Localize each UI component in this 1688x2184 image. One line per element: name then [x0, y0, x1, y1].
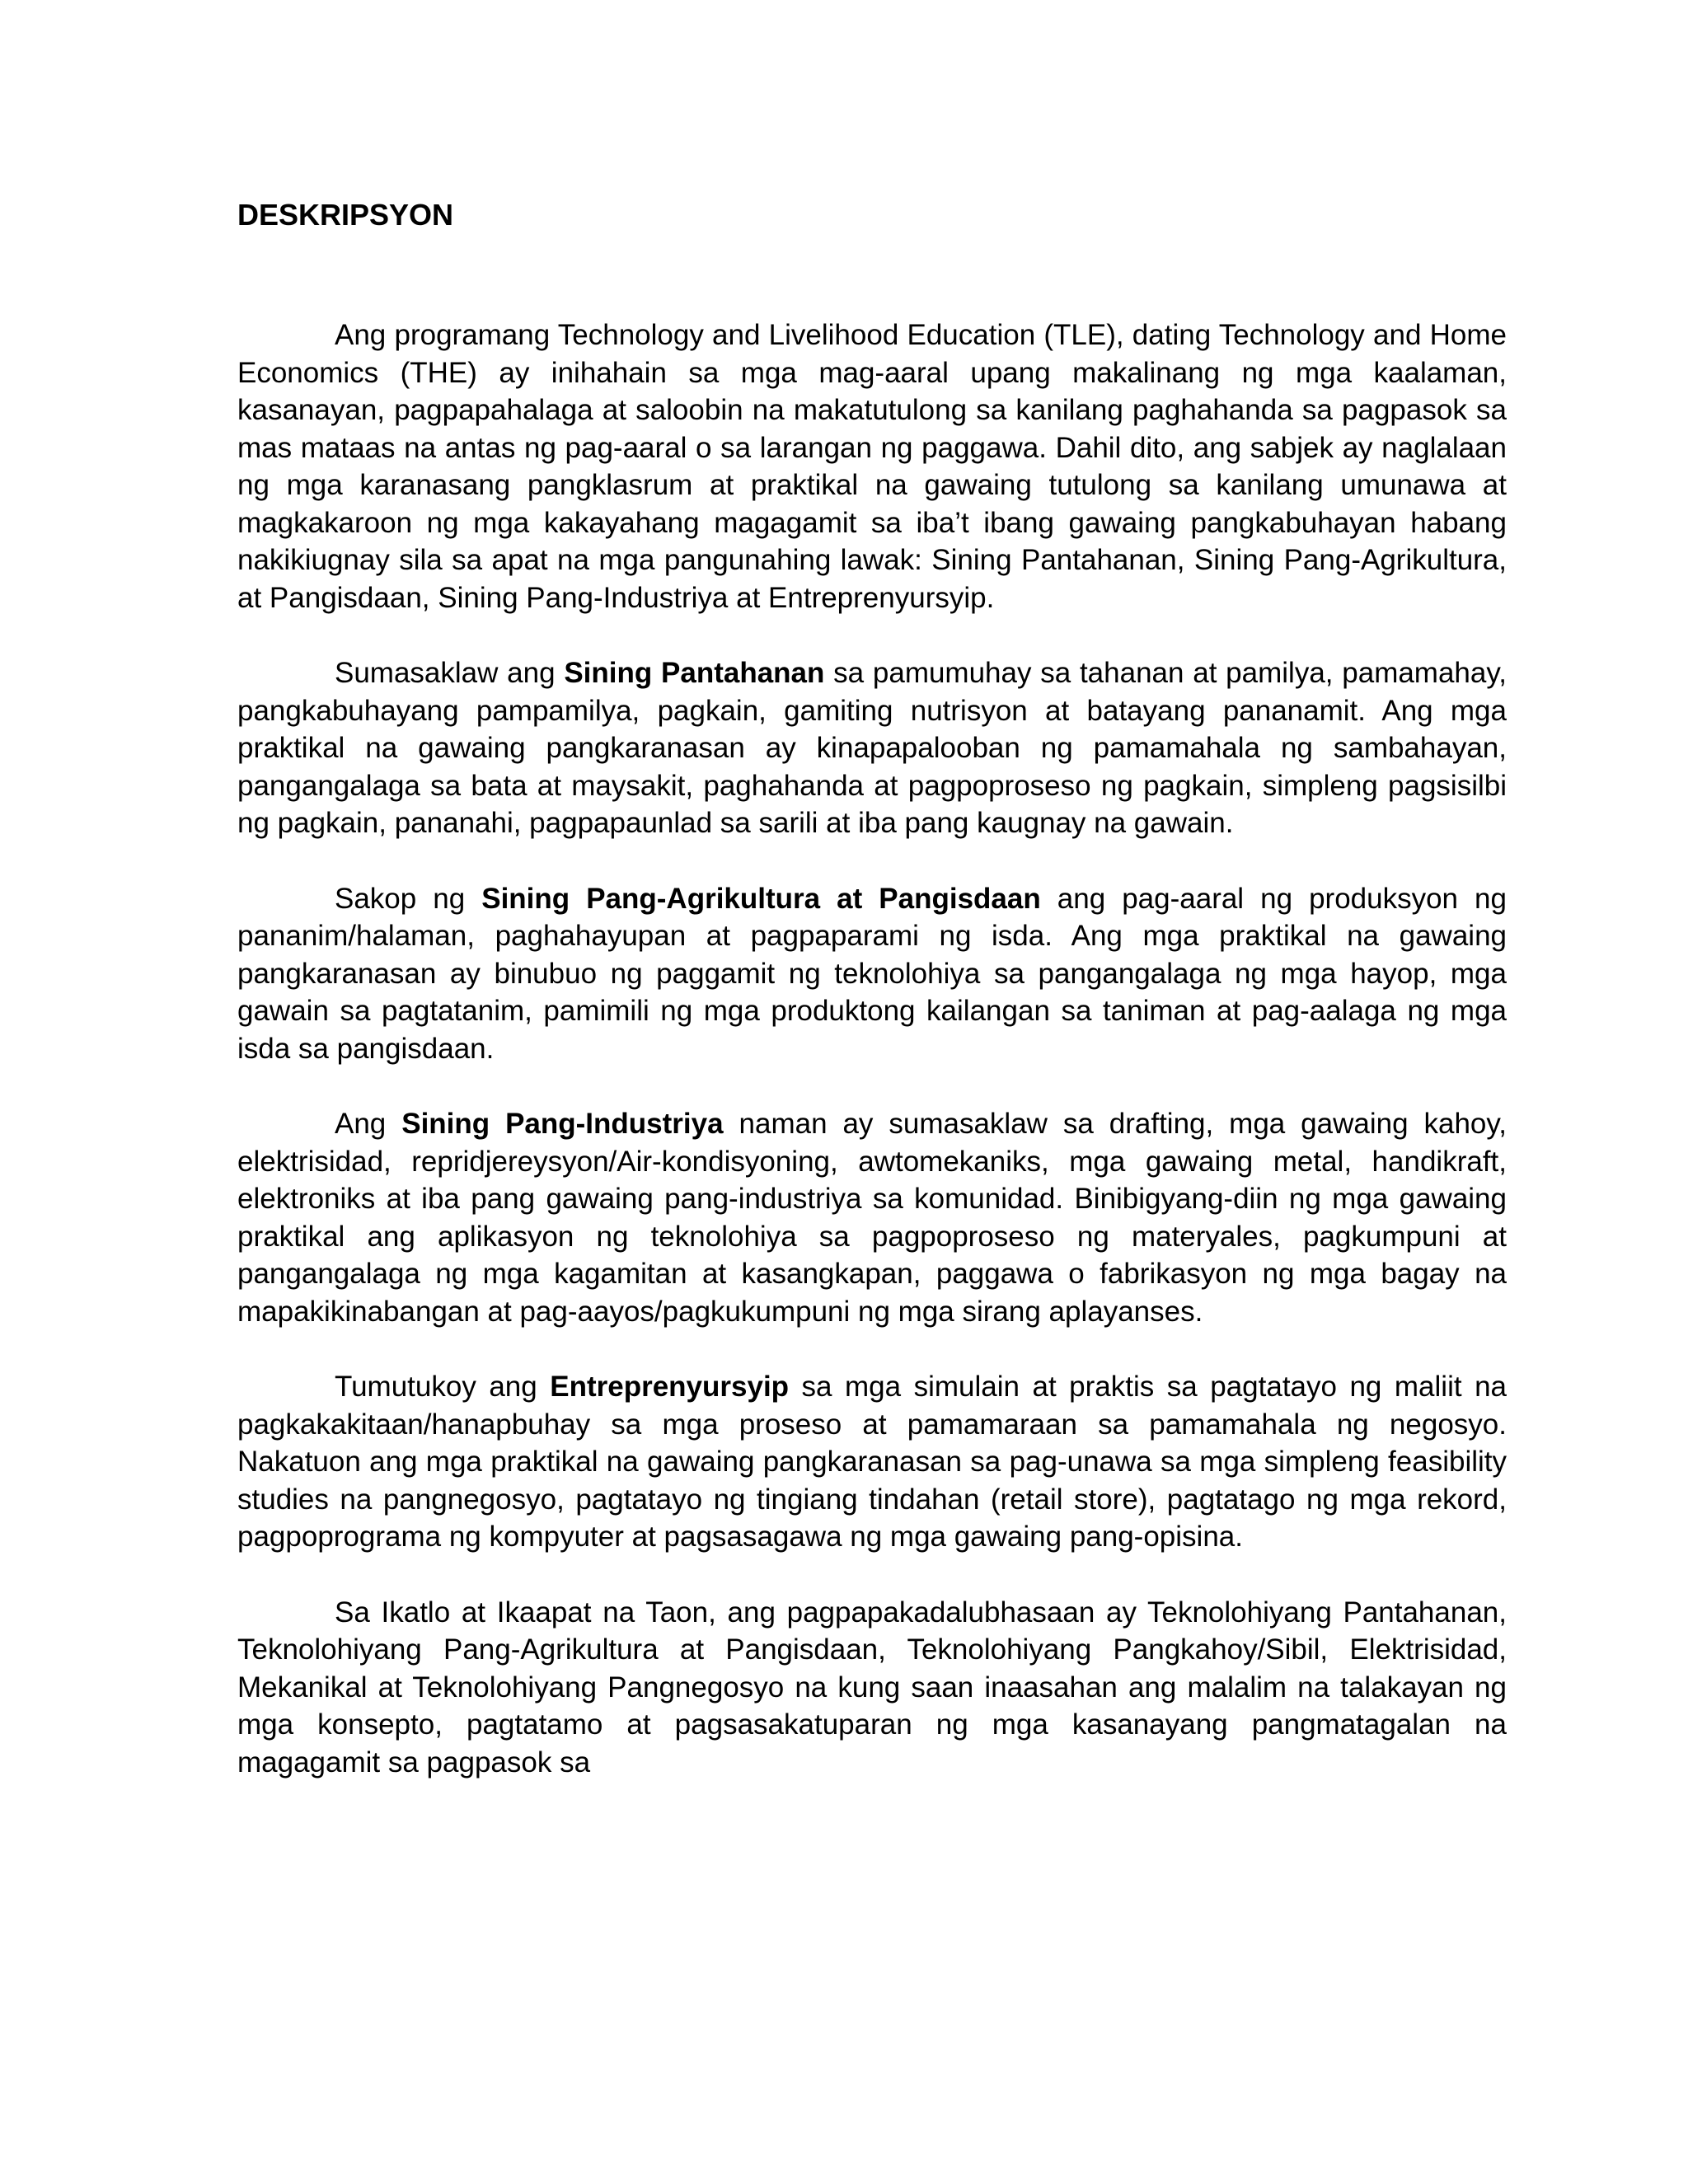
paragraph-agrikultura: [237, 880, 1507, 1068]
document-page: [237, 196, 1507, 1781]
paragraph-text: sa pamumuhay sa tahanan at pamilya, pamamahay, pangkabuhayang pampamilya, pagkain, gamiting nutrisyon at batayang pananamit. Ang mga praktikal na gawaing pangkaranasan ay kinapapalooban ng pamamahala ng sambahayan, pangangalaga sa bata at maysakit, paghahanda at pagpoproseso ng pagkain, simpleng pagsisilbi ng pagkain, pananahi, pagpapaunlad sa sarili at iba pang kaugnay na gawain.: [237, 657, 1507, 839]
paragraph-entreprenyursyip: [237, 1368, 1507, 1556]
paragraph-text: sa mga simulain at praktis sa pagtatayo ng maliit na pagkakakitaan/hanapbuhay sa mga proseso at pamamaraan sa pamamahala ng negosyo. Nakatuon ang mga praktikal na gawaing pangkaranasan sa pag-unawa sa mga simpleng feasibility studies na pangnegosyo, pagtatayo ng tingiang tindahan (retail store), pagtatago ng mga rekord, pagpoprograma ng kompyuter at pagsasagawa ng mga gawaing pang-opisina.: [237, 1371, 1507, 1553]
bold-term: Entreprenyursyip: [550, 1371, 790, 1403]
paragraph-text: naman ay sumasaklaw sa drafting, mga gawaing kahoy, elektrisidad, repridjereysyon/Air-kondisyoning, awtomekaniks, mga gawaing metal, handikraft, elektroniks at iba pang gawaing pang-industriya sa komunidad. Binibigyang-diin ng mga gawaing praktikal ang aplikasyon ng teknolohiya sa pagpoproseso ng materyales, pagkumpuni at pangangalaga ng mga kagamitan at kasangkapan, paggawa o fabrikasyon ng mga bagay na mapakikinabangan at pag-aayos/pagkukumpuni ng mga sirang aplayanses.: [237, 1108, 1507, 1328]
bold-term: Sining Pang-Agrikultura at Pangisdaan: [481, 882, 1041, 915]
paragraph-sining-pantahanan: [237, 654, 1507, 842]
paragraph-text: Sakop ng: [335, 882, 482, 915]
bold-term: Sining Pantahanan: [564, 657, 825, 689]
paragraph-text: Sumasaklaw ang: [335, 657, 565, 689]
paragraph-text: ang pag-aaral ng produksyon ng pananim/halaman, paghahayupan at pagpaparami ng isda. Ang mga praktikal na gawaing pangkaranasan ay binubuo ng paggamit ng teknolohiya sa pangangalaga ng mga hayop, mga gawain sa pagtatanim, pamimili ng mga produktong kailangan sa taniman at pag-aalaga ng mga isda sa pangisdaan.: [237, 882, 1507, 1065]
paragraph-ikatlo-ikaapat: Sa Ikatlo at Ikaapat na Taon, ang pagpapakadalubhasaan ay Teknolohiyang Pantahanan, Teknolohiyang Pang-Agrikultura at Pangisdaan, Teknolohiyang Pangkahoy/Sibil, Elektrisidad, Mekanikal at Teknolohiyang Pangnegosyo na kung saan inaasahan ang malalim na talakayan ng mga konsepto, pagtatamo at pagsasakatuparan ng mga kasanayang pangmatagalan na magagamit sa pagpasok sa: [237, 1596, 1507, 1779]
paragraph-industriya: [237, 1105, 1507, 1330]
section-heading: DESKRIPSYON: [237, 198, 454, 232]
paragraph-text: Tumutukoy ang: [335, 1371, 551, 1403]
paragraph-intro: Ang programang Technology and Livelihood Education (TLE), dating Technology and Home Economics (THE) ay inihahain sa mga mag-aaral upang makalinang ng mga kaalaman, kasanayan, pagpapahalaga at saloobin na makatutulong sa kanilang paghahanda sa pagpasok sa mas mataas na antas ng pag-aaral o sa larangan ng paggawa. Dahil dito, ang sabjek ay naglalaan ng mga karanasang pangklasrum at praktikal na gawaing tutulong sa kanilang umunawa at magkakaroon ng mga kakayahang magagamit sa iba’t ibang gawaing pangkabuhayan habang nakikiugnay sila sa apat na mga pangunahing lawak: Sining Pantahanan, Sining Pang-Agrikultura, at Pangisdaan, Sining Pang-Industriya at Entreprenyursyip.: [237, 319, 1507, 614]
bold-term: Sining Pang-Industriya: [401, 1108, 724, 1140]
paragraph-text: Ang: [335, 1108, 402, 1140]
